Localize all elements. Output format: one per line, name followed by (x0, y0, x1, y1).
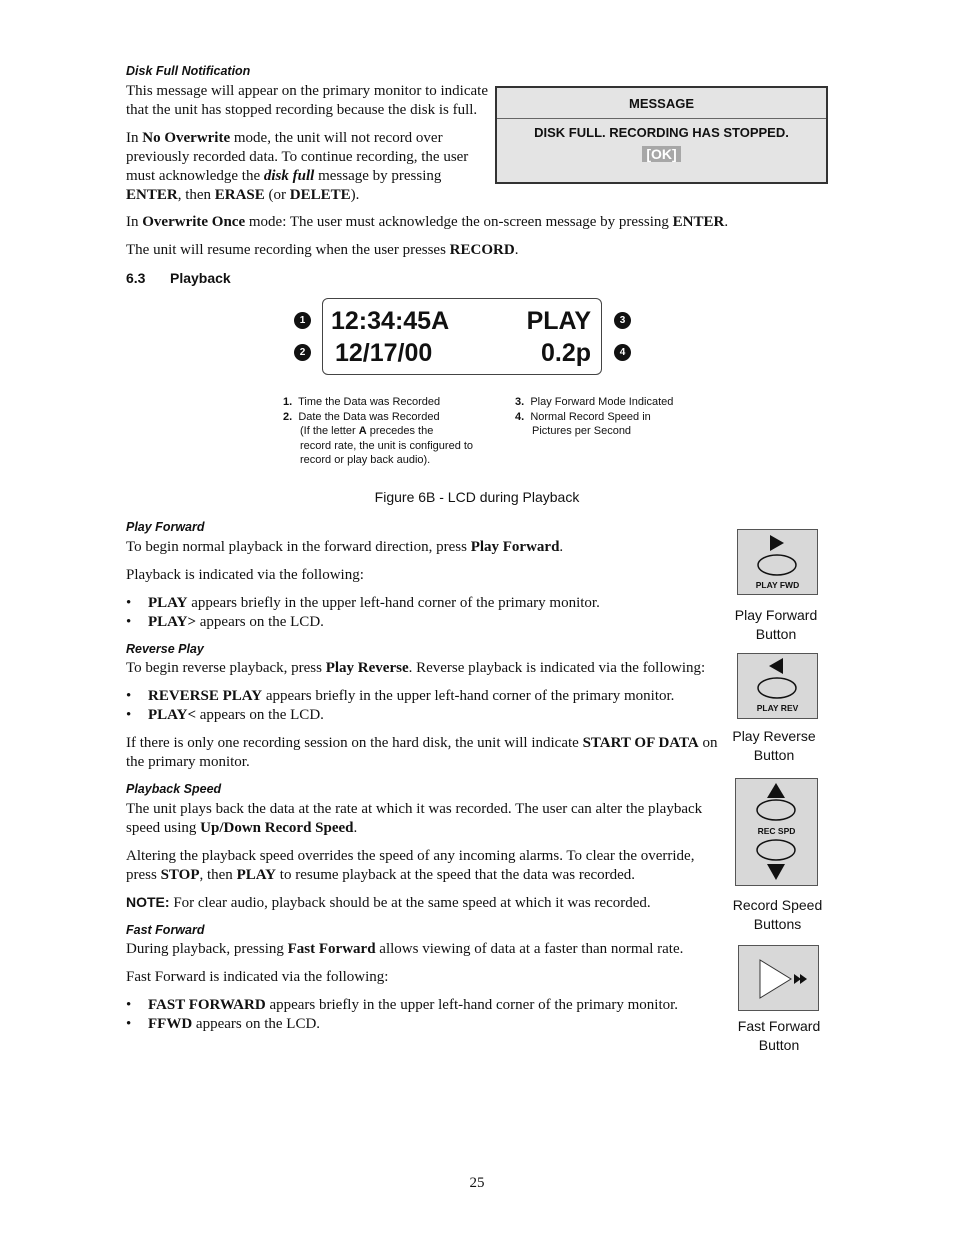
callout-2: 2 (294, 344, 311, 361)
list-item: • FAST FORWARD appears briefly in the upper left-hand corner of the primary monitor. (126, 996, 716, 1015)
fast-forward-p1: During playback, pressing Fast Forward allows viewing of data at a faster than normal rate. (126, 941, 684, 957)
fast-forward-heading: Fast Forward (126, 923, 205, 937)
lcd-date: 12/17/00 (335, 339, 433, 367)
list-item: • PLAY> appears on the LCD. (126, 613, 716, 632)
fast-forward-caption: Fast Forward Button (737, 1018, 821, 1053)
legend-item-1: 1. Time the Data was Recorded (283, 396, 441, 408)
list-item: • FFWD appears on the LCD. (126, 1015, 716, 1034)
list-item: • PLAY< appears on the LCD. (126, 706, 716, 725)
message-dialog-header: MESSAGE (497, 88, 826, 119)
reverse-play-heading: Reverse Play (126, 642, 204, 656)
legend-item-4-cont: Pictures per Second (532, 425, 632, 437)
fast-forward-icon (739, 946, 818, 1010)
lcd-speed: 0.2p (540, 339, 591, 367)
reverse-play-p1: To begin reverse playback, press Play Reverse. Reverse playback is indicated via the following: (126, 660, 706, 676)
play-reverse-button[interactable] (737, 653, 818, 719)
fast-forward-list (126, 996, 716, 1034)
callout-1: 1 (294, 312, 311, 329)
disk-full-para2: In No Overwrite mode, the unit will not record over previously recorded data. To continue recording, the user must acknowledge the disk full message by pressing ENTER, then ERASE (or DELETE). (126, 130, 469, 203)
disk-full-heading: Disk Full Notification (126, 64, 251, 78)
reverse-play-list (126, 687, 716, 725)
play-forward-heading: Play Forward (126, 520, 205, 534)
callout-4: 4 (614, 344, 631, 361)
disk-full-para1: This message will appear on the primary monitor to indicate that the unit has stopped recording because the disk is full. (126, 83, 488, 118)
playback-speed-p2: Altering the playback speed overrides the speed of any incoming alarms. To clear the override, press STOP, then PLAY to resume playback at the speed that the data was recorded. (126, 848, 695, 883)
disk-full-para3: In Overwrite Once mode: The user must acknowledge the on-screen message by pressing ENTER. (126, 214, 729, 230)
play-fwd-label: PLAY FWD (755, 580, 800, 590)
list-item: • PLAY appears briefly in the upper left-hand corner of the primary monitor. (126, 594, 716, 613)
play-reverse-caption: Play Reverse Button (732, 728, 816, 763)
figure-caption: Figure 6B - LCD during Playback (374, 489, 580, 505)
rec-spd-label: REC SPD (757, 826, 796, 836)
play-forward-list (126, 594, 716, 632)
play-rev-label: PLAY REV (756, 703, 799, 713)
fast-forward-button[interactable] (738, 945, 819, 1011)
callout-3: 3 (614, 312, 631, 329)
lcd-mode: PLAY (526, 307, 591, 335)
play-forward-p1: To begin normal playback in the forward direction, press Play Forward. (126, 539, 564, 555)
section-number: 6.3 (126, 270, 146, 286)
ok-button[interactable]: [OK] (642, 146, 680, 162)
play-forward-p2: Playback is indicated via the following: (126, 567, 364, 583)
reverse-play-p2: If there is only one recording session on the hard disk, the unit will indicate START OF DATA on the primary monitor. (126, 735, 718, 770)
play-forward-button[interactable] (737, 529, 818, 595)
lcd-display (322, 298, 602, 375)
record-speed-caption: Record Speed Buttons (732, 897, 823, 932)
playback-speed-p1: The unit plays back the data at the rate at which it was recorded. The user can alter the playback speed using Up/Down Record Speed. (126, 801, 703, 836)
message-dialog (495, 86, 828, 184)
legend-item-4: 4. Normal Record Speed in (515, 410, 651, 423)
record-speed-buttons[interactable] (735, 778, 818, 886)
playback-speed-heading: Playback Speed (126, 782, 222, 796)
playback-speed-note: NOTE: For clear audio, playback should be at the same speed at which it was recorded. (126, 894, 651, 911)
disk-full-para4: The unit will resume recording when the user presses RECORD. (126, 242, 519, 258)
legend-item-2: 2. Date the Data was Recorded (283, 410, 440, 423)
message-dialog-text: DISK FULL. RECORDING HAS STOPPED. (534, 125, 789, 140)
legend-item-3: 3. Play Forward Mode Indicated (515, 396, 674, 408)
lcd-time: 12:34:45A (331, 307, 450, 335)
play-forward-caption: Play Forward Button (734, 607, 818, 642)
section-title: Playback (170, 270, 231, 286)
list-item: • REVERSE PLAY appears briefly in the upper left-hand corner of the primary monitor. (126, 687, 716, 706)
fast-forward-p2: Fast Forward is indicated via the following: (126, 969, 389, 985)
legend-right (515, 395, 715, 439)
legend-left (283, 395, 503, 468)
page-number: 25 (469, 1175, 485, 1191)
legend-note: (If the letter A precedes the record rate, the unit is configured to record or play back audio). (300, 425, 474, 466)
